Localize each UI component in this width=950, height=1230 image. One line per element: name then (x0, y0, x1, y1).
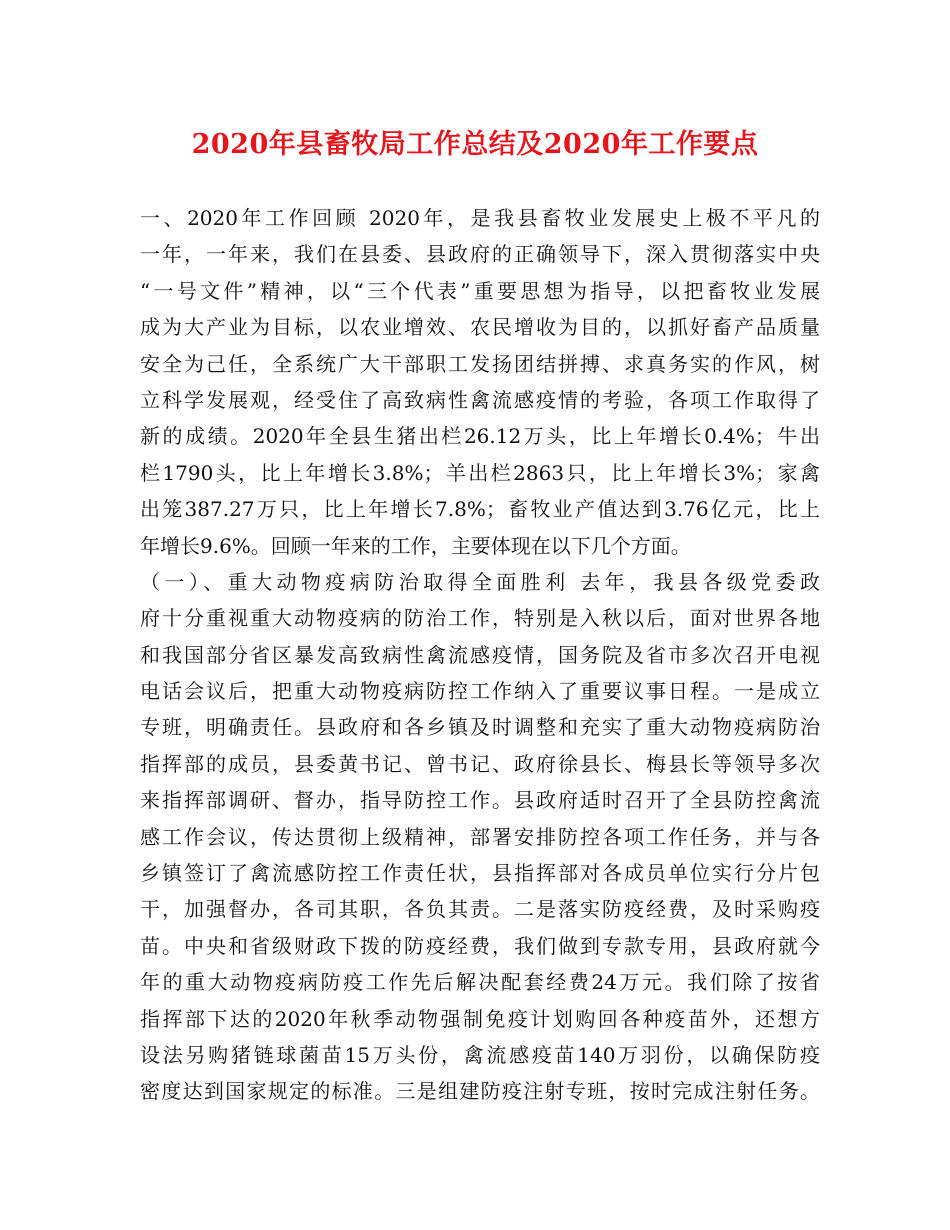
body-line: 年增长9.6%。回顾一年来的工作，主要体现在以下几个方面。 (140, 533, 691, 558)
body-line: 安全为己任，全系统广大干部职工发扬团结拼搏、求真务实的作风，树 (140, 351, 820, 376)
body-line: 指挥部的成员，县委黄书记、曾书记、政府徐县长、梅县长等领导多次 (140, 751, 820, 776)
document-title: 2020年县畜牧局工作总结及2020年工作要点 (191, 129, 759, 160)
body-line: 成为大产业为目标，以农业增效、农民增收为目的，以抓好畜产品质量 (140, 315, 820, 340)
body-line: 年的重大动物疫病防疫工作先后解决配套经费24万元。我们除了按省 (140, 970, 820, 995)
body-line: 指挥部下达的2020年秋季动物强制免疫计划购回各种疫苗外，还想方 (140, 1006, 820, 1031)
body-line: 一、2020年工作回顾 2020年，是我县畜牧业发展史上极不平凡的 (140, 206, 820, 230)
body-line: 立科学发展观，经受住了高致病性禽流感疫情的考验，各项工作取得了 (140, 387, 820, 412)
body-line: 专班，明确责任。县政府和各乡镇及时调整和充实了重大动物疫病防治 (140, 715, 820, 740)
body-line: 来指挥部调研、督办，指导防控工作。县政府适时召开了全县防控禽流 (140, 788, 820, 813)
body-line: 密度达到国家规定的标准。三是组建防疫注射专班，按时完成注射任务。 (140, 1079, 820, 1104)
body-line: 新的成绩。2020年全县生猪出栏26.12万头，比上年增长0.4%；牛出 (140, 424, 820, 449)
body-line: 电话会议后，把重大动物疫病防控工作纳入了重要议事日程。一是成立 (140, 679, 820, 704)
body-line: 府十分重视重大动物疫病的防治工作，特别是入秋以后，面对世界各地 (140, 606, 820, 631)
body-line: “一号文件”精神，以“三个代表”重要思想为指导，以把畜牧业发展 (140, 278, 820, 303)
body-line: 栏1790头，比上年增长3.8%；羊出栏2863只，比上年增长3%；家禽 (140, 460, 820, 485)
body-line: 设法另购猪链球菌苗15万头份，禽流感疫苗140万羽份，以确保防疫 (140, 1042, 820, 1067)
body-line: 和我国部分省区暴发高致病性禽流感疫情，国务院及省市多次召开电视 (140, 642, 820, 667)
body-line: 感工作会议，传达贯彻上级精神，部署安排防控各项工作任务，并与各 (140, 824, 820, 849)
body-line: 干，加强督办，各司其职，各负其责。二是落实防疫经费，及时采购疫 (140, 897, 820, 922)
body-line: 苗。中央和省级财政下拨的防疫经费，我们做到专款专用，县政府就今 (140, 933, 820, 958)
body-line: （一）、重大动物疫病防治取得全面胜利 去年，我县各级党委政 (140, 569, 820, 594)
body-line: 一年，一年来，我们在县委、县政府的正确领导下，深入贯彻落实中央 (140, 242, 820, 267)
body-line: 出笼387.27万只，比上年增长7.8%；畜牧业产值达到3.76亿元，比上 (140, 497, 820, 522)
document-body (140, 200, 820, 1110)
body-line: 乡镇签订了禽流感防控工作责任状，县指挥部对各成员单位实行分片包 (140, 861, 820, 886)
